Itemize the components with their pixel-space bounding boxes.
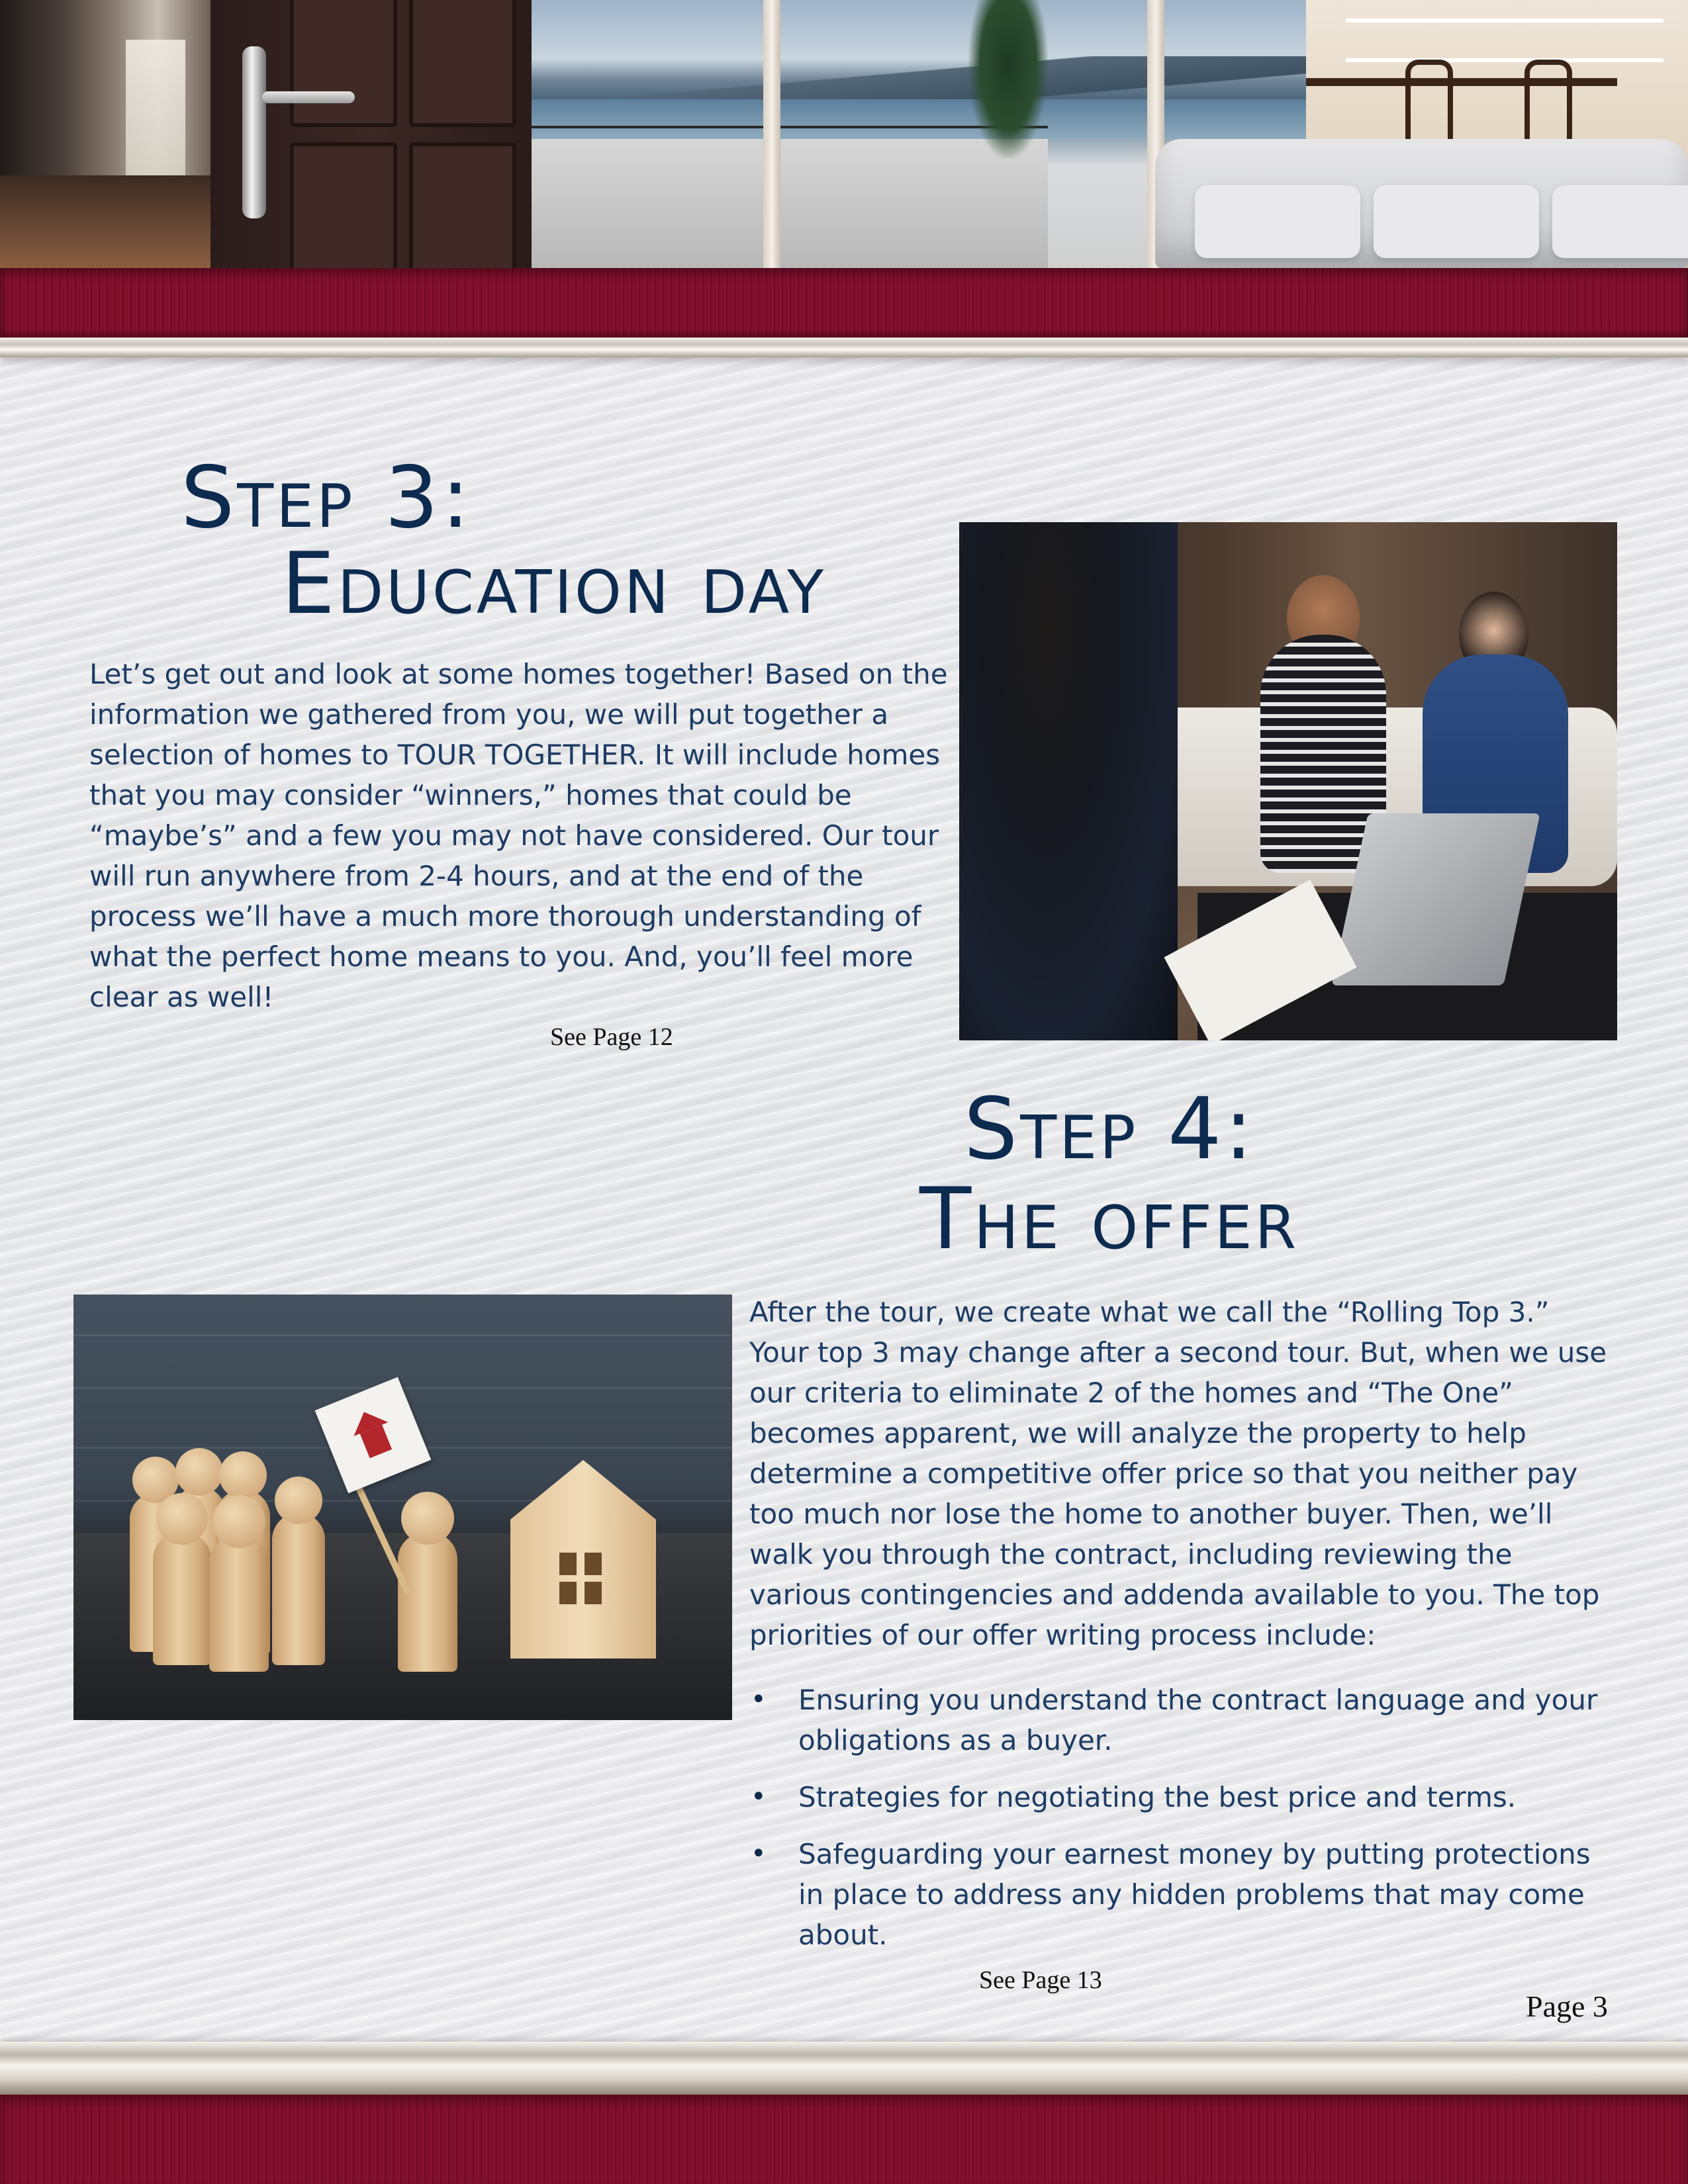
list-item: • Strategies for negotiating the best price and terms. xyxy=(749,1777,1623,1817)
step3-body-text: Let’s get out and look at some homes together! Based on the information we gathered from you, we will put together a selection of homes to TOUR TOGETHER. It will include homes that you may consider “winners,” homes that could be “maybe’s” and a few you may not have considered. Our tour will run anywhere from 2-4 hours, and at the end of the process we’ll have a much more thorough understanding of what the perfect home means to you. And, you’ll feel more clear as well! xyxy=(89,658,948,1013)
bullet-icon: • xyxy=(751,1684,767,1715)
bullet-icon: • xyxy=(751,1839,767,1869)
silver-rule-top xyxy=(0,338,1688,357)
wooden-figures-photo xyxy=(73,1295,732,1720)
offer-priorities-list xyxy=(749,1680,1623,1972)
page-number: Page 3 xyxy=(1526,1989,1608,2023)
wooden-house-icon xyxy=(510,1460,656,1659)
list-item: • Ensuring you understand the contract language and your obligations as a buyer. xyxy=(749,1680,1623,1760)
front-door-photo xyxy=(211,0,532,268)
list-item: • Safeguarding your earnest money by putting protections in place to address any hidden problems that may come about. xyxy=(749,1834,1623,1955)
door-handle-icon xyxy=(242,46,266,218)
step4-see-page: See Page 13 xyxy=(979,1966,1102,1994)
step4-body-text: After the tour, we create what we call the “Rolling Top 3.” Your top 3 may change after a second tour. But, when we use our criteria to eliminate 2 of the homes and “The One” becomes apparent, we will analyze the property to help determine a competitive offer price so that you neither pay too much nor lose the home to another buyer. Then, we’ll walk you through the contract, including reviewing the various contingencies and addenda available to you. The top priorities of our offer writing process include: xyxy=(749,1296,1607,1651)
maroon-band-top xyxy=(0,268,1688,338)
step3-heading-line2: Education day xyxy=(281,535,827,633)
step4-heading-line1: Step 4: xyxy=(964,1080,1256,1179)
meeting-photo xyxy=(959,522,1617,1040)
sofa xyxy=(1155,139,1688,268)
hallway-photo xyxy=(0,0,211,268)
bullet-icon: • xyxy=(751,1782,767,1812)
step3-heading-line1: Step 3: xyxy=(181,449,473,547)
silver-rule-bottom xyxy=(0,2042,1688,2095)
step4-heading-line2: The offer xyxy=(919,1170,1299,1269)
header-photo-collage xyxy=(0,0,1688,268)
maroon-band-bottom xyxy=(0,2095,1688,2184)
step3-see-page: See Page 12 xyxy=(550,1023,673,1051)
house-sign-icon xyxy=(315,1377,432,1494)
laptop-icon xyxy=(1331,813,1540,985)
